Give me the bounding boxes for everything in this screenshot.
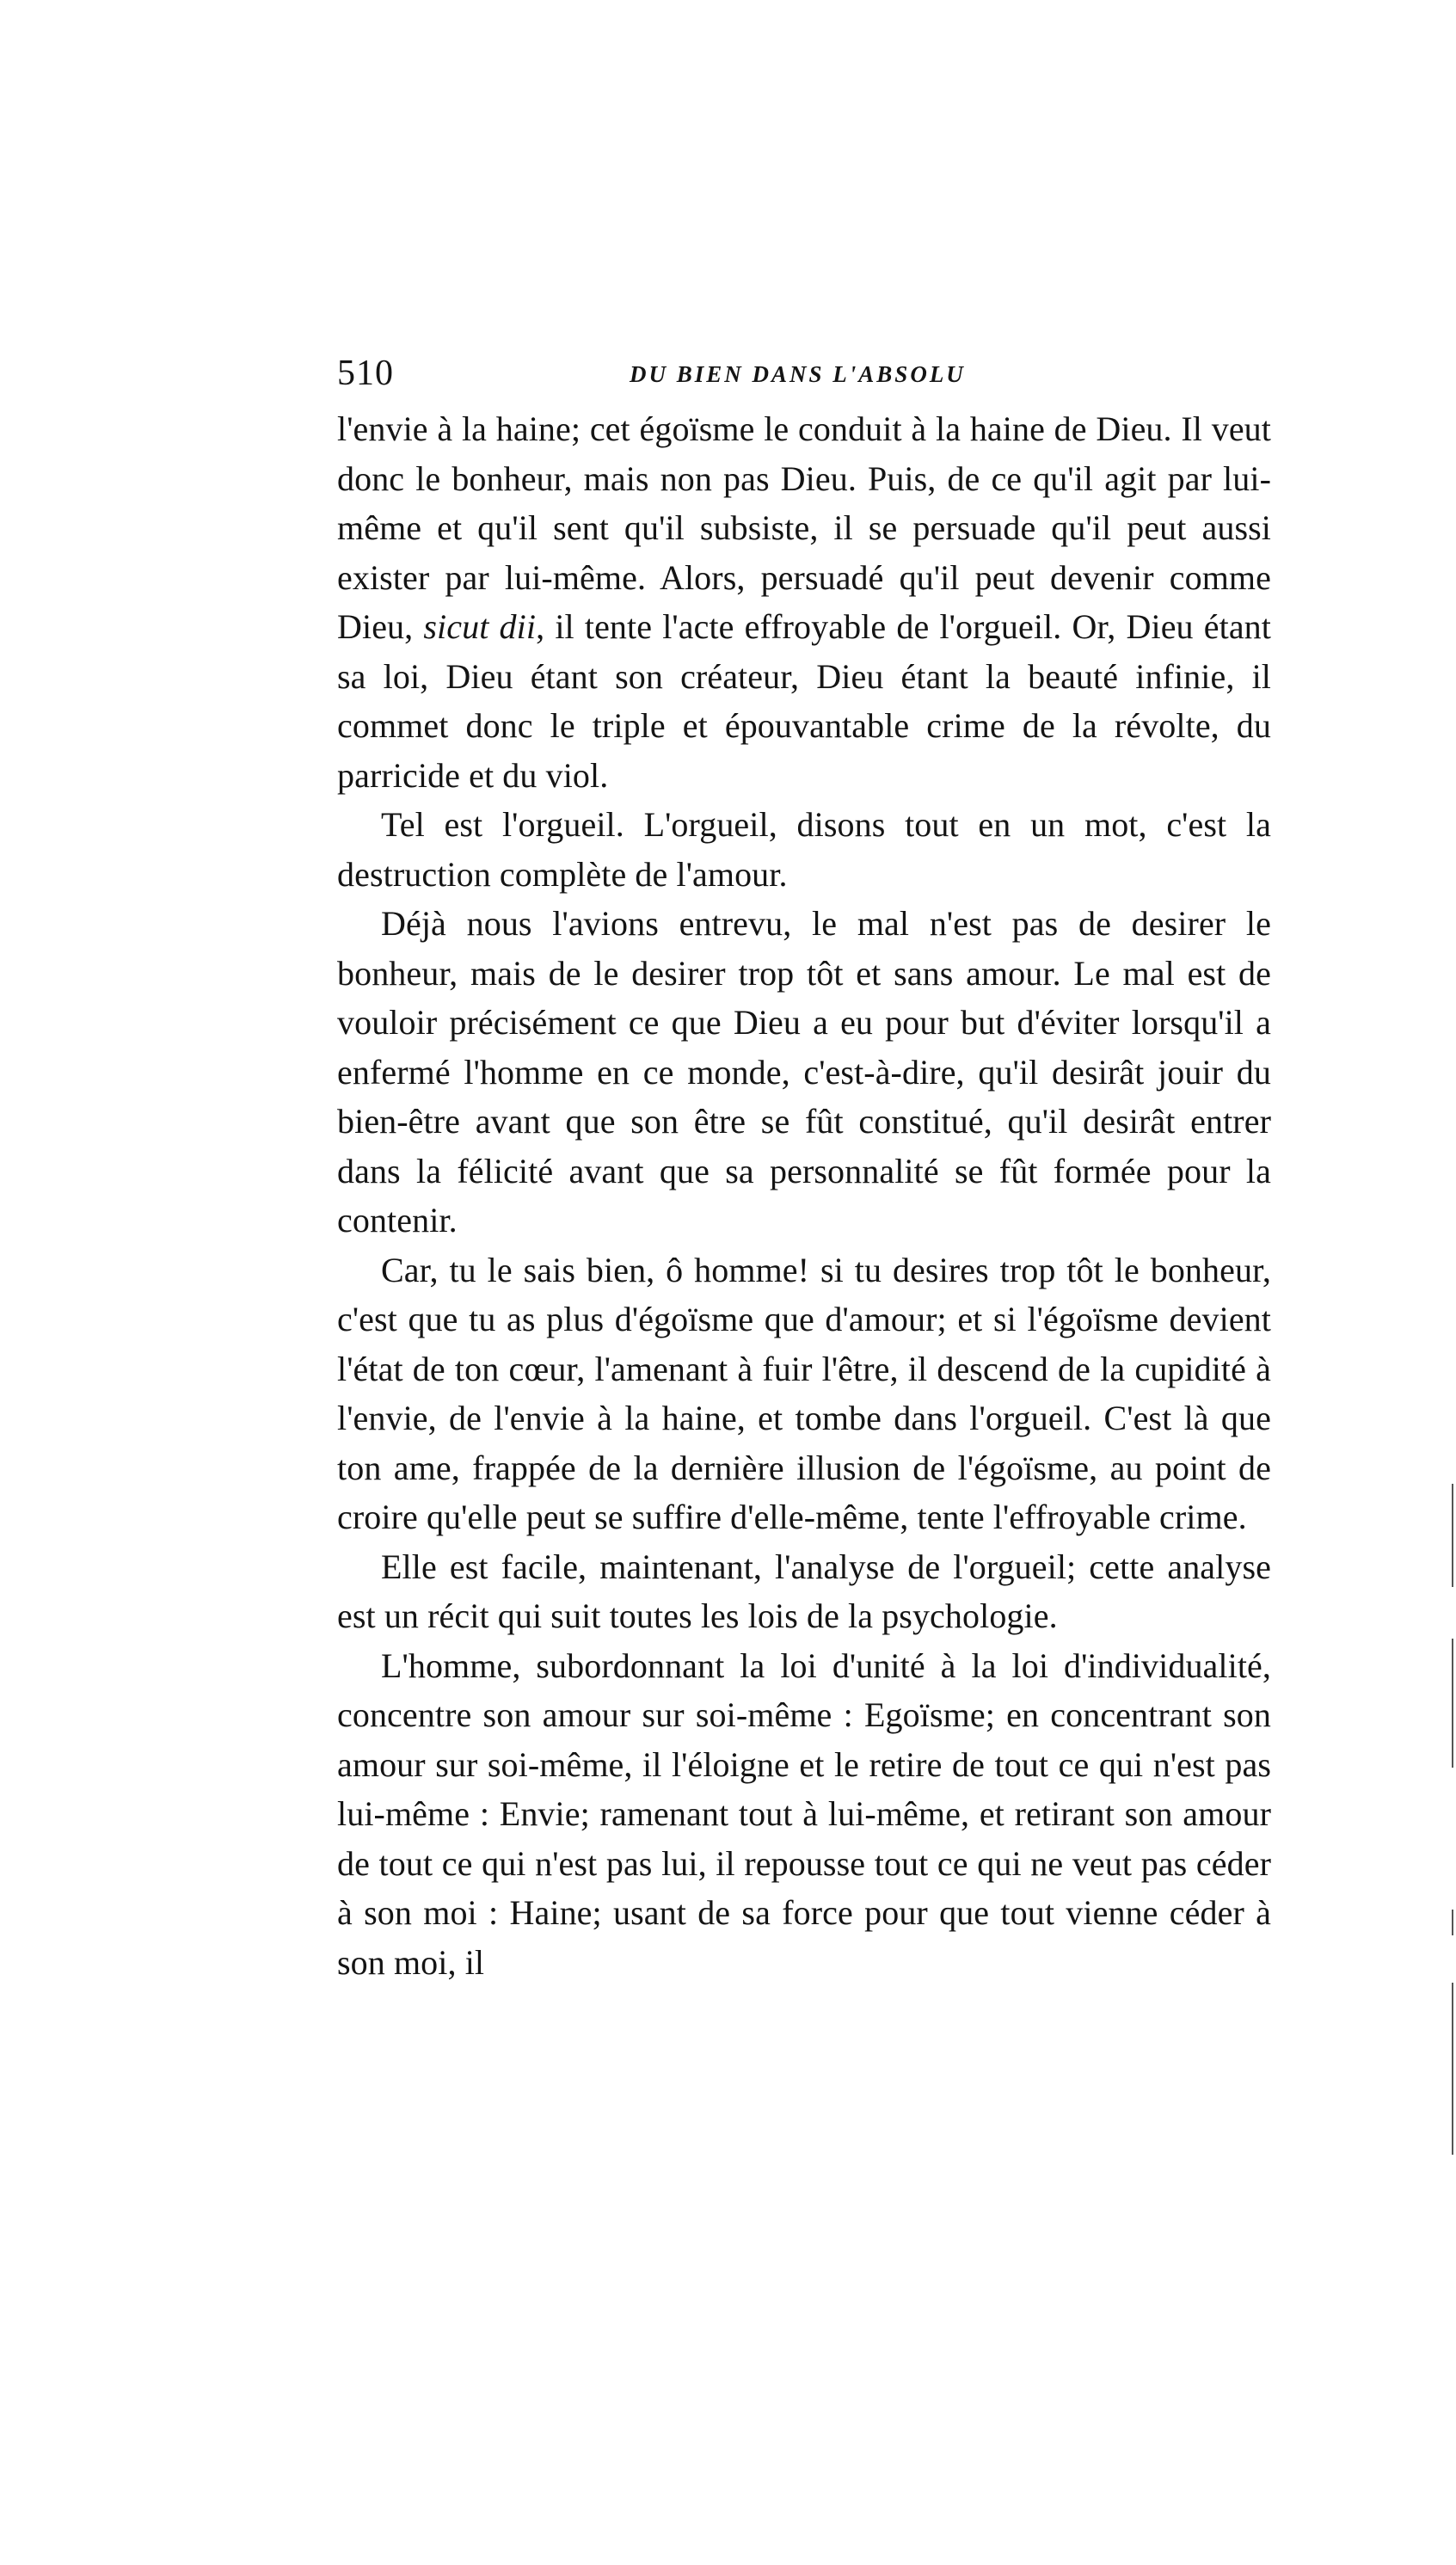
- paragraph: [337, 800, 1271, 899]
- paragraph: [337, 1246, 1271, 1542]
- text-run: Tel est l'orgueil. L'orgueil, disons tout en un mot, c'est la destruction complète de l'amour.: [337, 805, 1271, 894]
- paragraph: [337, 404, 1271, 800]
- text-run: Car, tu le sais bien, ô homme! si tu desires trop tôt le bonheur, c'est que tu as plus d'égoïsme que d'amour; et si l'égoïsme devient l'état de ton cœur, l'amenant à fuir l'être, il descend de la cupidité à l'envie, de l'envie à la haine, et tombe dans l'orgueil. C'est là que ton ame, frappée de la dernière illusion de l'égoïsme, au point de croire qu'elle peut se suffire d'elle-même, tente l'effroyable crime.: [337, 1250, 1271, 1536]
- text-run: l'envie à la haine; cet égoïsme le conduit à la haine de Dieu. Il veut donc le bonheur, mais non pas Dieu. Puis, de ce qu'il agit par lui-même et qu'il sent qu'il subsiste, il se persuade qu'il peut aussi exister par lui-même. Alors, persuadé qu'il peut devenir comme Dieu,: [337, 409, 1271, 646]
- running-head: [337, 353, 1271, 397]
- scan-edge-line: [1452, 1484, 1453, 1587]
- body-text: [337, 404, 1271, 1987]
- book-page: [337, 353, 1271, 1987]
- scan-edge-line: [1452, 1983, 1453, 2155]
- paragraph: [337, 1542, 1271, 1641]
- scan-edge-line: [1452, 1639, 1453, 1768]
- page-number: 510: [337, 354, 394, 393]
- running-title: DU BIEN DANS L'ABSOLU: [630, 361, 966, 387]
- text-run: L'homme, subordonnant la loi d'unité à la loi d'individualité, concentre son amour sur soi-même : Egoïsme; en concentrant son amour sur soi-même, il l'éloigne et le retire de tout ce qui n'est pas lui-même : Envie; ramenant tout à lui-même, et retirant son amour de tout ce qui n'est pas lui, il repousse tout ce qui ne veut pas céder à son moi : Haine; usant de sa force pour que tout vienne céder à son moi, il: [337, 1645, 1271, 1982]
- paragraph: [337, 1641, 1271, 1988]
- text-run: Elle est facile, maintenant, l'analyse de l'orgueil; cette analyse est un récit qui suit toutes les lois de la psychologie.: [337, 1547, 1271, 1635]
- text-run: , il tente l'acte effroyable de l'orgueil. Or, Dieu étant sa loi, Dieu étant son créateur, Dieu étant la beauté infinie, il commet donc le triple et épouvantable crime de la révolte, du parricide et du viol.: [337, 607, 1272, 795]
- scan-edge-line: [1452, 1910, 1453, 1935]
- paragraph: [337, 899, 1271, 1246]
- text-run: Déjà nous l'avions entrevu, le mal n'est pas de desirer le bonheur, mais de le desirer trop tôt et sans amour. Le mal est de vouloir précisément ce que Dieu a eu pour but d'éviter lorsqu'il a enfermé l'homme en ce monde, c'est-à-dire, qu'il desirât jouir du bien-être avant que son être se fût constitué, qu'il desirât entrer dans la félicité avant que sa personnalité se fût formée pour la contenir.: [337, 904, 1271, 1239]
- italic-phrase: sicut dii: [423, 607, 537, 646]
